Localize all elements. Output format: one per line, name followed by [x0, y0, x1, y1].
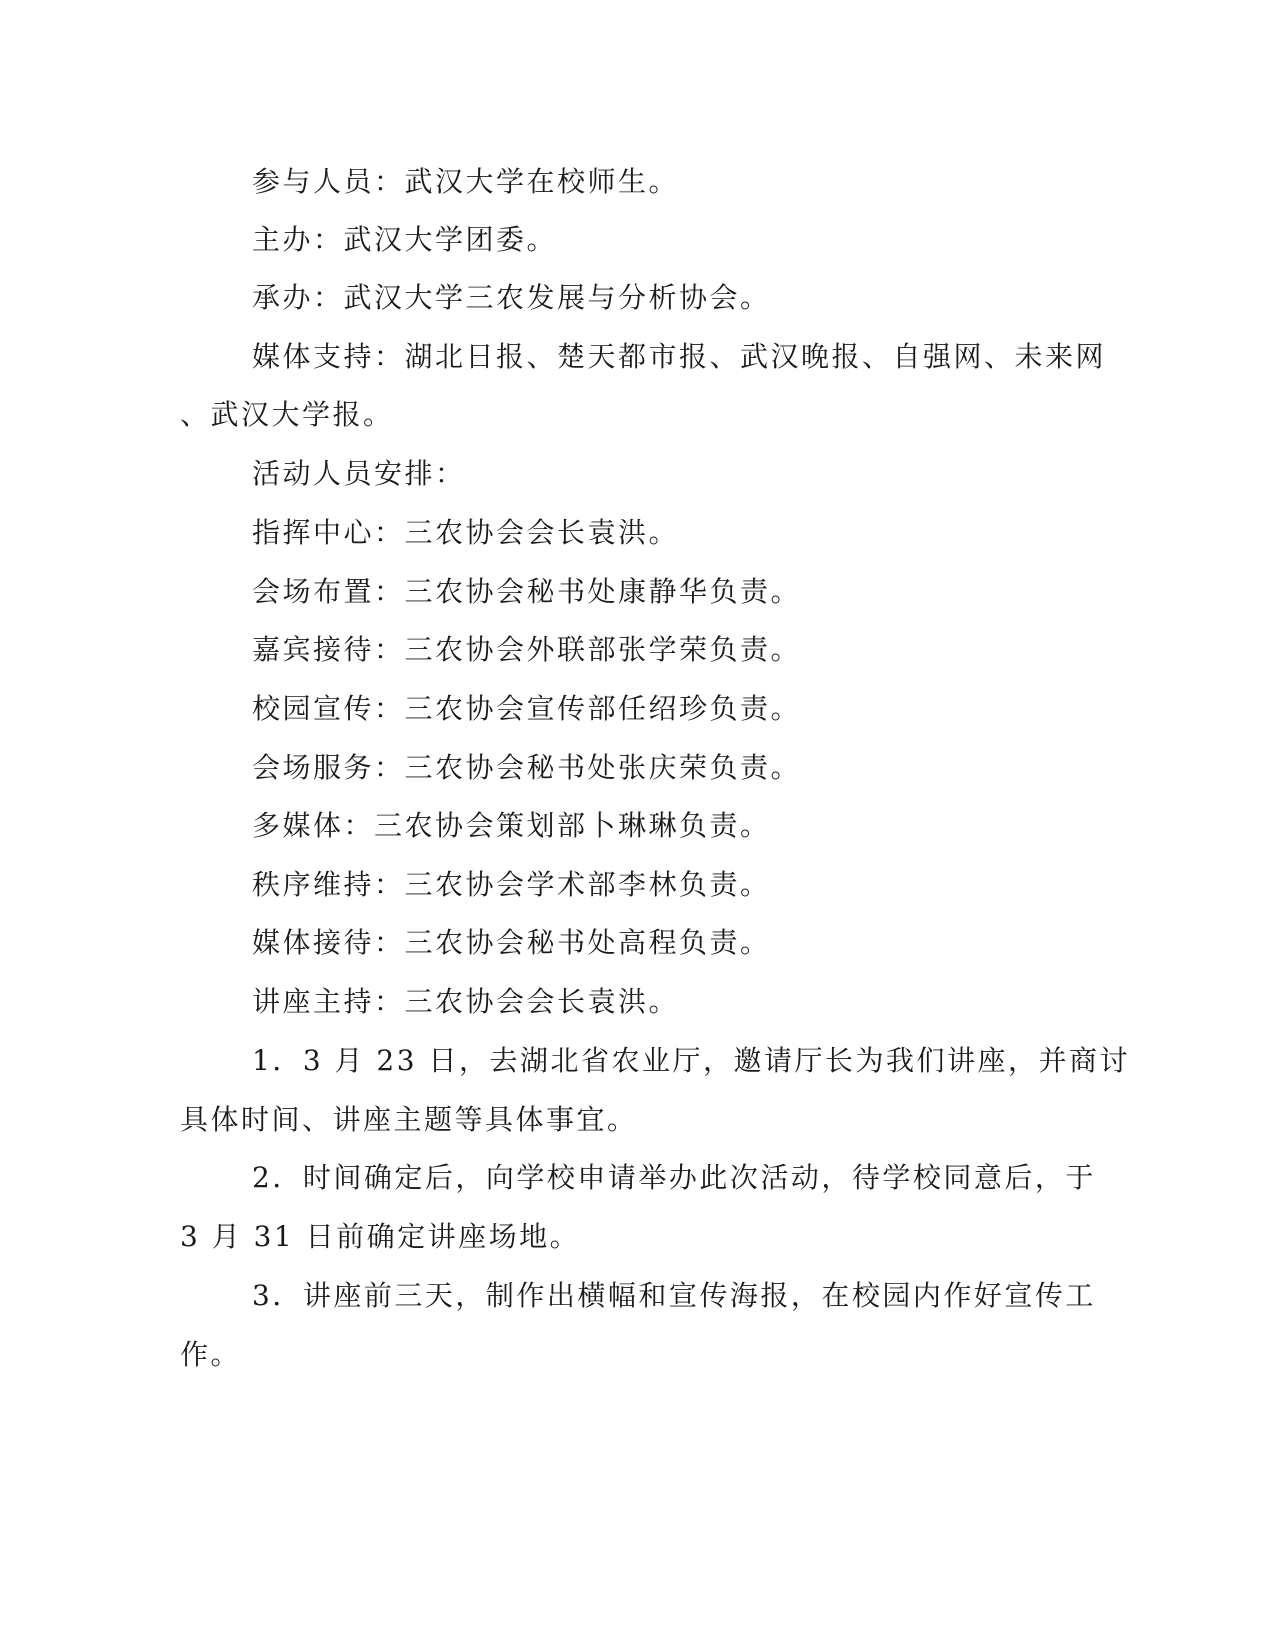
host-line: 主办：武汉大学团委。	[252, 223, 558, 256]
step-1-continuation: 具体时间、讲座主题等具体事宜。	[180, 1103, 638, 1136]
step-3-line: 3．讲座前三天，制作出横幅和宣传海报，在校园内作好宣传工	[252, 1279, 1096, 1312]
step-2-continuation: 3 月 31 日前确定讲座场地。	[180, 1220, 581, 1253]
lecture-host-line: 讲座主持：三农协会会长袁洪。	[252, 985, 680, 1018]
venue-setup-line: 会场布置：三农协会秘书处康静华负责。	[252, 575, 802, 608]
organizer-line: 承办：武汉大学三农发展与分析协会。	[252, 281, 771, 314]
command-center-line: 指挥中心：三农协会会长袁洪。	[252, 516, 680, 549]
guest-reception-line: 嘉宾接待：三农协会外联部张学荣负责。	[252, 633, 802, 666]
media-reception-line: 媒体接待：三农协会秘书处高程负责。	[252, 926, 771, 959]
staff-arrangement-heading: 活动人员安排：	[252, 457, 466, 490]
media-support-line: 媒体支持：湖北日报、楚天都市报、武汉晚报、自强网、未来网	[252, 340, 1107, 373]
venue-service-line: 会场服务：三农协会秘书处张庆荣负责。	[252, 751, 802, 784]
step-3-continuation: 作。	[180, 1338, 242, 1371]
multimedia-line: 多媒体：三农协会策划部卜琳琳负责。	[252, 809, 771, 842]
step-2-line: 2．时间确定后，向学校申请举办此次活动，待学校同意后，于	[252, 1161, 1096, 1194]
media-support-continuation: 、武汉大学报。	[180, 398, 394, 431]
order-maintenance-line: 秩序维持：三农协会学术部李林负责。	[252, 868, 771, 901]
participants-line: 参与人员：武汉大学在校师生。	[252, 165, 680, 198]
campus-publicity-line: 校园宣传：三农协会宣传部任绍珍负责。	[252, 692, 802, 725]
step-1-line: 1．3 月 23 日，去湖北省农业厅，邀请厅长为我们讲座，并商讨	[252, 1044, 1130, 1077]
